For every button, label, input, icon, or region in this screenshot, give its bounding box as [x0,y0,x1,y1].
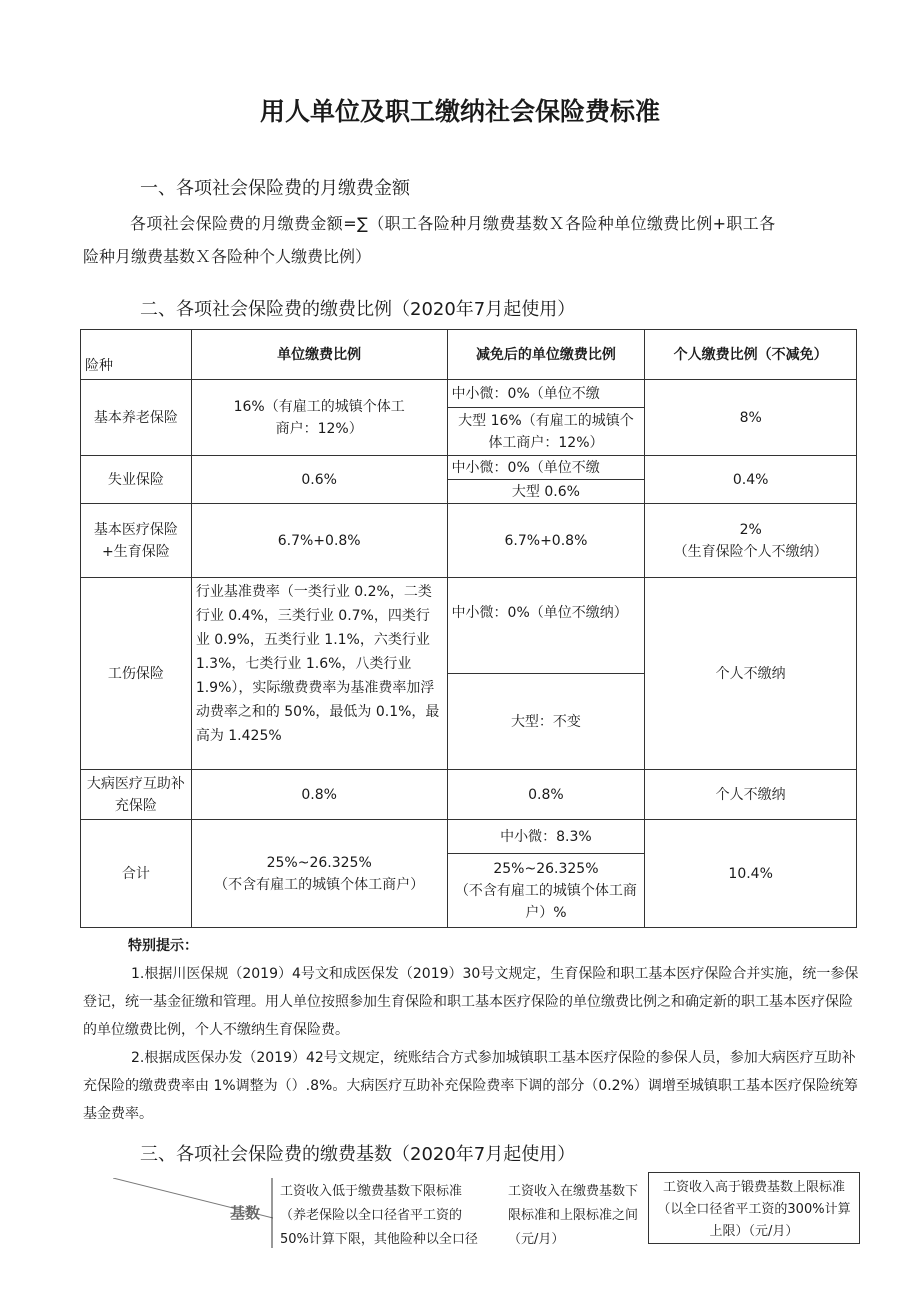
pension-personal-rate: 8% [645,380,857,456]
notes-title: 特别提示： [128,938,198,954]
header-personal-rate: 个人缴费比例（不减免） [645,330,857,380]
total-unit [191,820,447,928]
total-unit-rate: 25%~26.325% [266,854,372,871]
serious-illness-reduced-rate: 0.8% [447,770,645,820]
injury-personal: 个人不缴纳 [645,578,857,770]
table-row [81,820,857,854]
unemployment-reduced-large: 大型 0.6% [447,480,645,504]
base-corner-label: 基数 [230,1204,261,1222]
table-row [81,504,857,578]
table-row [81,380,857,408]
serious-illness-personal: 个人不缴纳 [645,770,857,820]
page-title: 用人单位及职工缴纳社会保险费标准 [259,97,660,126]
rates-table [80,329,857,928]
total-reduced-large [447,854,645,928]
serious-illness-name: 大病医疗互助补充保险 [81,770,192,820]
base-col-above-cap: 工资收入高于锻费基数上限标准（以全口径省平工资的300%计算上限）（元/月） [657,1180,851,1239]
section2-heading: 二、各项社会保险费的缴费比例（2020年7月起使用） [140,299,576,320]
header-insurance-type: 险种 [81,330,192,380]
medical-personal-note: （生育保险个人不缴纳） [673,543,828,560]
base-col-below-floor: 工资收入低于缴费基数下限标准（养老保险以全口径省平工资的50%计算下限，其他险种以全口径 [280,1184,478,1247]
section1-heading: 一、各项社会保险费的月缴费金额 [140,178,410,199]
note-2: 2.根据成医保办发（2019）42号文规定，统账结合方式参加城镇职工基本医疗保险的参保人员，参加大病医疗互助补充保险的缴费费率由 1%调整为（）.8%。大病医疗互助补充保险费率下调的部分（0.2%）调增至城镇职工基本医疗保险统筹基金费率。 [83,1050,858,1122]
formula-line1: 各项社会保险费的月缴费金额=∑（职工各险种月缴费基数Ｘ各险种单位缴费比例+职工各 [130,214,776,233]
total-reduced-large-note: （不含有雇工的城镇个体工商户）% [454,882,637,921]
injury-unit-rate: 行业基准费率（一类行业 0.2%，二类行业 0.4%，三类行业 0.7%，四类行业 0.9%，五类行业 1.1%，六类行业 1.3%，七类行业 1.6%，八类行业 1.9%），实际缴费费率为基准费率加浮动费率之和的 50%，最低为 0.1%，最高为 1.425% [191,578,447,770]
total-unit-note: （不含有雇工的城镇个体工商户） [214,876,425,893]
medical-name: 基本医疗保险+生育保险 [81,504,192,578]
medical-reduced-rate: 6.7%+0.8% [447,504,645,578]
unemployment-personal-rate: 0.4% [645,456,857,504]
base-col-above-cap-box [648,1172,860,1244]
unemployment-reduced-small: 中小微：0%（单位不缴 [447,456,645,480]
serious-illness-unit-rate: 0.8% [191,770,447,820]
note-1: 1.根据川医保规（2019）4号文和成医保发（2019）30号文规定，生育保险和职工基本医疗保险合并实施，统一参保登记，统一基金征缴和管理。用人单位按照参加生育保险和职工基本医疗保险的单位缴费比例之和确定新的职工基本医疗保险的单位缴费比例，个人不缴纳生育保险费。 [83,966,859,1038]
medical-personal-rate: 2% [739,521,762,538]
header-reduced-rate: 减免后的单位缴费比例 [447,330,645,380]
total-reduced-large-rate: 25%~26.325% [493,860,599,877]
header-unit-rate: 单位缴费比例 [191,330,447,380]
medical-personal [645,504,857,578]
table-header-row [81,330,857,380]
pension-reduced-large: 大型 16%（有雇工的城镇个体工商户：12%） [447,408,645,456]
unemployment-name: 失业保险 [81,456,192,504]
injury-name: 工伤保险 [81,578,192,770]
pension-name: 基本养老保险 [81,380,192,456]
table-row [81,770,857,820]
unemployment-unit-rate: 0.6% [191,456,447,504]
pension-reduced-small: 中小微：0%（单位不缴 [447,380,645,408]
section3-heading: 三、各项社会保险费的缴费基数（2020年7月起使用） [140,1144,576,1165]
table-row [81,578,857,674]
injury-reduced-small: 中小微：0%（单位不缴纳） [447,578,645,674]
injury-reduced-large: 大型：不变 [447,674,645,770]
medical-unit-rate: 6.7%+0.8% [191,504,447,578]
total-name: 合计 [81,820,192,928]
total-reduced-small: 中小微：8.3% [447,820,645,854]
formula-line2: 险种月缴费基数Ｘ各险种个人缴费比例） [83,247,372,266]
pension-unit-rate: 16%（有雇工的城镇个体工商户：12%） [191,380,447,456]
total-personal: 10.4% [645,820,857,928]
table-row [81,456,857,480]
base-col-between: 工资收入在缴费基数下限标准和上限标准之间（元/月） [508,1184,639,1247]
